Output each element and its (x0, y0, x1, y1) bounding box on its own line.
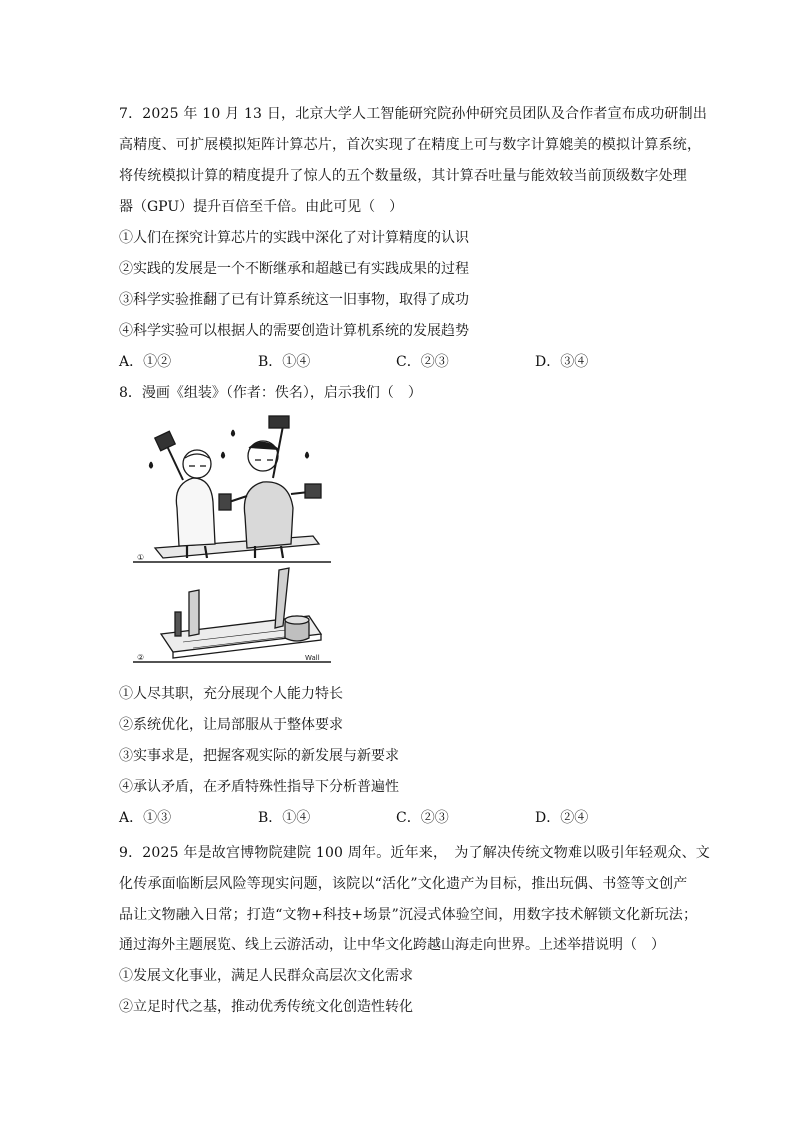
q7-stem-line-1: 7．2025 年 10 月 13 日，北京大学人工智能研究院孙仲研究员团队及合作者宣布成功研制出 (119, 106, 708, 122)
q8-option-c[interactable]: C．②③ (396, 810, 449, 826)
q7-stem-line-3: 将传统模拟计算的精度提升了惊人的五个数量级，其计算吞吐量与能效较当前顶级数字处理 (119, 168, 687, 184)
q9-statement-2: ②立足时代之基，推动优秀传统文化创造性转化 (119, 999, 413, 1015)
q7-stem-line-2: 高精度、可扩展模拟矩阵计算芯片，首次实现了在精度上可与数字计算媲美的模拟计算系统， (119, 137, 702, 153)
q8-statement-2: ②系统优化，让局部服从于整体要求 (119, 717, 343, 733)
assembly-cartoon (133, 412, 333, 670)
cartoon-panel-2-marker: ② (137, 653, 145, 662)
q7-statement-2: ②实践的发展是一个不断继承和超越已有实践成果的过程 (119, 261, 469, 277)
q7-options (119, 352, 679, 372)
q9-stem-line-1: 9．2025 年是故宫博物院建院 100 周年。近年来， 为了解决传统文物难以吸引年轻观众、文 (119, 845, 711, 861)
q8-statement-1: ①人尽其职，充分展现个人能力特长 (119, 686, 343, 702)
q7-option-c[interactable]: C．②③ (396, 354, 449, 370)
q8-options (119, 808, 679, 828)
q9-stem-line-2: 化传承面临断层风险等现实问题，该院以“活化”文化遗产为目标，推出玩偶、书签等文创产 (119, 876, 688, 892)
q8-option-b[interactable]: B．①④ (258, 810, 311, 826)
cartoon-panel-1 (133, 416, 331, 562)
q8-stem: 8．漫画《组装》（作者：佚名），启示我们（ ） (119, 385, 422, 401)
q7-statement-1: ①人们在探究计算芯片的实践中深化了对计算精度的认识 (119, 230, 469, 246)
q8-option-a[interactable]: A．①③ (119, 810, 172, 826)
q7-option-b[interactable]: B．①④ (258, 354, 311, 370)
q7-option-d[interactable]: D．③④ (535, 354, 589, 370)
q8-option-d[interactable]: D．②④ (535, 810, 589, 826)
q7-option-a[interactable]: A．①② (119, 354, 172, 370)
q7-statement-4: ④科学实验可以根据人的需要创造计算机系统的发展趋势 (119, 323, 469, 339)
q8-statement-4: ④承认矛盾，在矛盾特殊性指导下分析普遍性 (119, 779, 399, 795)
q7-stem-line-4: 器（GPU）提升百倍至千倍。由此可见（ ） (119, 199, 404, 215)
cartoon-signature: Wall (305, 654, 320, 662)
q7-statement-3: ③科学实验推翻了已有计算系统这一旧事物，取得了成功 (119, 292, 469, 308)
q9-stem-line-4: 通过海外主题展览、线上云游活动，让中华文化跨越山海走向世界。上述举措说明（ ） (119, 937, 665, 953)
cartoon-panel-1-marker: ① (137, 553, 145, 562)
q8-statement-3: ③实事求是，把握客观实际的新发展与新要求 (119, 748, 399, 764)
cartoon-panel-2 (133, 568, 331, 662)
q9-statement-1: ①发展文化事业，满足人民群众高层次文化需求 (119, 968, 413, 984)
q9-stem-line-3: 品让文物融入日常；打造“文物+科技+场景”沉浸式体验空间，用数字技术解锁文化新玩法； (119, 907, 698, 923)
